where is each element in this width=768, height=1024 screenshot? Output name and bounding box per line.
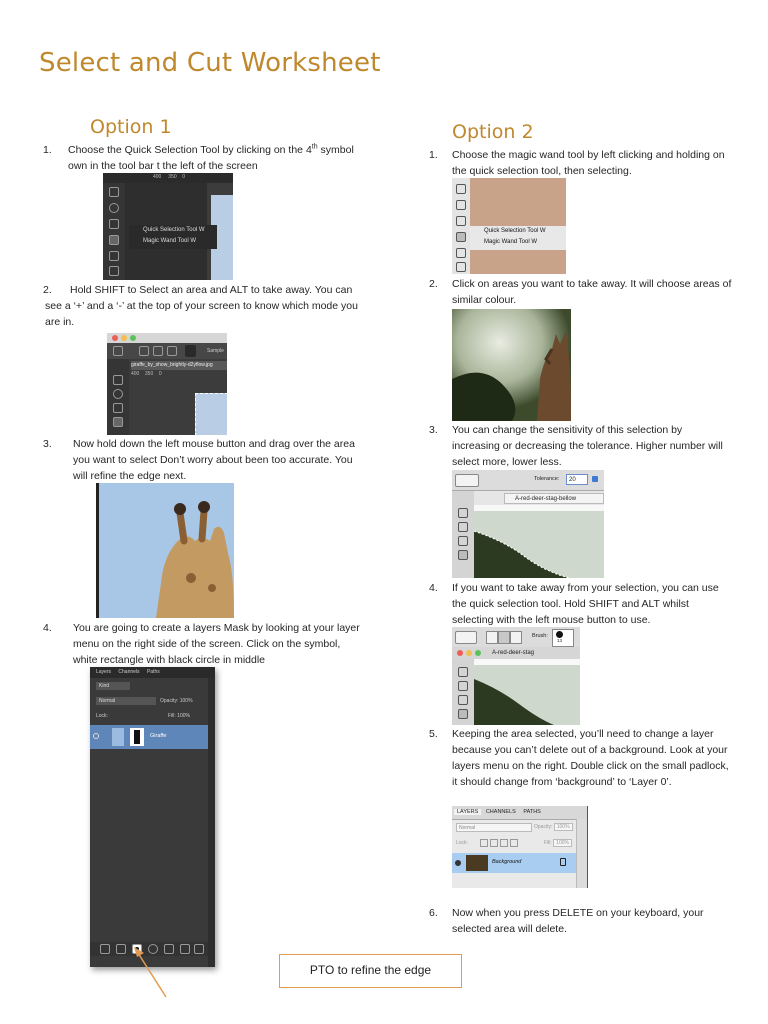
brush-picker[interactable] bbox=[552, 629, 574, 647]
o1-screenshot-tool-menu bbox=[103, 173, 233, 280]
o2-step1-num: 1. bbox=[429, 149, 438, 161]
o1-step2-num: 2. bbox=[43, 284, 52, 296]
brush-size: 13 bbox=[557, 638, 563, 643]
o1-step4-text: You are going to create a layers Mask by looking at your layer menu on the right side of the screen. Click on the symbol, white rectangle with black circle in middle bbox=[73, 622, 360, 666]
deer-image bbox=[452, 309, 571, 421]
tool-preset-button[interactable] bbox=[455, 631, 477, 644]
lock-label: Lock: bbox=[96, 713, 108, 719]
lock-brush-icon[interactable] bbox=[490, 839, 498, 847]
brush-label: Brush: bbox=[532, 633, 548, 639]
panel-scrollbar-2[interactable] bbox=[576, 819, 588, 888]
doc-tab[interactable]: giraffe_by_show_brightly-d2yflow.jpg bbox=[131, 361, 227, 370]
trash-icon[interactable] bbox=[194, 944, 204, 954]
tab-layers-caps[interactable]: LAYERS bbox=[454, 809, 481, 815]
panel-scrollbar[interactable] bbox=[208, 678, 215, 967]
menu-item-quick-selection[interactable]: Quick Selection Tool W bbox=[143, 227, 205, 233]
tab-paths-caps[interactable]: PATHS bbox=[523, 809, 541, 815]
tolerance-label: Tolerance: bbox=[534, 476, 560, 482]
fill-value[interactable]: 100% bbox=[177, 713, 190, 719]
menu-item-magic-wand[interactable]: Magic Wand Tool W bbox=[143, 238, 197, 244]
lock-pixels-icon[interactable] bbox=[480, 839, 488, 847]
menu-item-magic-wand-2[interactable]: Magic Wand Tool W bbox=[484, 239, 538, 245]
layers-tabs-light bbox=[452, 806, 587, 820]
fill-label-2: Fill: bbox=[544, 840, 552, 846]
ruler-labels-2: 400 350 0 bbox=[131, 371, 162, 377]
lock-label-2: Lock: bbox=[456, 840, 468, 846]
layer-row-giraffe[interactable] bbox=[90, 725, 208, 749]
wand-tool-preset[interactable] bbox=[455, 474, 479, 487]
eye-icon-2[interactable] bbox=[455, 860, 461, 866]
o2-step1-text: Choose the magic wand tool by left clicking and holding on the quick selection tool, then selecting. bbox=[452, 149, 725, 177]
o2-screenshot-deer bbox=[452, 309, 571, 421]
layer-thumbnail bbox=[112, 728, 124, 746]
background-layer-name: Background bbox=[492, 859, 522, 865]
layer-mask-thumbnail bbox=[130, 728, 144, 746]
brush-preview bbox=[474, 659, 580, 725]
menu-item-quick-selection-2[interactable]: Quick Selection Tool W bbox=[484, 228, 546, 234]
blend-mode-select[interactable]: Normal bbox=[96, 697, 156, 705]
opacity-value[interactable]: 100% bbox=[179, 698, 193, 704]
eye-icon[interactable] bbox=[93, 733, 99, 739]
subtract-selection-icon[interactable] bbox=[510, 631, 522, 644]
background-thumbnail bbox=[466, 855, 488, 871]
add-selection-icon[interactable] bbox=[498, 631, 510, 644]
selection-preview bbox=[474, 511, 604, 578]
pto-box: PTO to refine the edge bbox=[279, 954, 462, 988]
o1-step3-num: 3. bbox=[43, 438, 52, 450]
tool-flyout-menu bbox=[129, 225, 217, 249]
layer-name: Giraffe bbox=[150, 733, 167, 739]
fill-value-2[interactable]: 100% bbox=[553, 839, 572, 847]
tab-layers[interactable]: Layers bbox=[96, 669, 112, 675]
new-layer-icon[interactable] bbox=[180, 944, 190, 954]
o2-step2-text: Click on areas you want to take away. It will choose areas of similar colour. bbox=[452, 278, 732, 306]
o2-step4-num: 4. bbox=[429, 582, 438, 594]
page-title: Select and Cut Worksheet bbox=[39, 48, 381, 78]
o2-step5-text: Keeping the area selected, you’ll need to change a layer because you can’t delete out of a background. Look at your layers menu on the right. Double click on the small padlock, it should change from ‘background’ to ‘Layer 0’. bbox=[452, 728, 729, 788]
o1-screenshot-options-bar bbox=[107, 333, 227, 435]
ruler-labels: 400 350 0 bbox=[153, 174, 185, 180]
layer-row-background[interactable] bbox=[452, 853, 576, 873]
o2-screenshot-tool-menu bbox=[452, 178, 566, 274]
o1-screenshot-giraffe bbox=[96, 483, 234, 618]
o2-screenshot-brush bbox=[452, 627, 580, 725]
pointer-arrow bbox=[128, 945, 178, 1000]
lock-move-icon[interactable] bbox=[500, 839, 508, 847]
o1-step3-text: Now hold down the left mouse button and drag over the area you want to select Don’t worry about been too accurate. You will refine the edge next. bbox=[73, 438, 355, 482]
giraffe-image bbox=[96, 483, 234, 618]
o2-step3-text: You can change the sensitivity of this selection by increasing or decreasing the tolerance. Higher number will select more, lower less. bbox=[452, 424, 723, 468]
o2-step4-text: If you want to take away from your selection, you can use the quick selection tool. Hold SHIFT and ALT whilst selecting with the left mouse button to use. bbox=[452, 582, 719, 626]
o1-step2-text: Hold SHIFT to Select an area and ALT to take away. You can see a ‘+’ and a ‘-’ at the top of your screen to know which mode you are in. bbox=[45, 284, 358, 328]
opacity-label: Opacity: bbox=[160, 698, 179, 704]
o2-screenshot-layers-panel bbox=[452, 806, 588, 888]
o2-step3-num: 3. bbox=[429, 424, 438, 436]
tab-paths[interactable]: Paths bbox=[146, 669, 160, 675]
lock-all-icon[interactable] bbox=[510, 839, 518, 847]
sample-label: Sample bbox=[207, 348, 224, 354]
new-selection-icon[interactable] bbox=[486, 631, 498, 644]
fill-label: Fill: bbox=[168, 713, 176, 719]
o1-step1-text: Choose the Quick Selection Tool by clicking on the 4th symbol own in the tool bar t the left of the screen bbox=[68, 143, 354, 172]
o2-step2-num: 2. bbox=[429, 278, 438, 290]
o1-step4-num: 4. bbox=[43, 622, 52, 634]
o1-screenshot-layers-panel bbox=[90, 667, 215, 967]
tab-channels[interactable]: Channels bbox=[118, 669, 140, 675]
anti-alias-checkbox[interactable] bbox=[592, 476, 598, 482]
blend-mode-select-2[interactable]: Normal bbox=[456, 823, 532, 832]
tolerance-input[interactable]: 20 bbox=[566, 474, 588, 485]
fx-icon[interactable] bbox=[116, 944, 126, 954]
o2-step6-text: Now when you press DELETE on your keyboard, your selected area will delete. bbox=[452, 907, 704, 935]
o1-step1-num: 1. bbox=[43, 144, 52, 156]
tool-flyout-menu-2 bbox=[470, 226, 566, 250]
opacity-value-2[interactable]: 100% bbox=[554, 823, 573, 831]
o2-step5-num: 5. bbox=[429, 728, 438, 740]
o2-step6-num: 6. bbox=[429, 907, 438, 919]
doc-tab-deer-2[interactable]: A-red-deer-stag bbox=[492, 650, 535, 656]
option2-heading: Option 2 bbox=[452, 121, 534, 143]
link-icon[interactable] bbox=[100, 944, 110, 954]
kind-filter[interactable]: Kind bbox=[96, 682, 130, 690]
o2-screenshot-tolerance bbox=[452, 470, 604, 578]
padlock-icon[interactable] bbox=[560, 858, 566, 866]
option1-heading: Option 1 bbox=[90, 116, 172, 138]
tab-channels-caps[interactable]: CHANNELS bbox=[485, 809, 516, 815]
opacity-label-2: Opacity: bbox=[534, 824, 553, 830]
layers-panel-tabs bbox=[90, 667, 215, 678]
doc-tab-deer[interactable]: A-red-deer-stag-bellow bbox=[504, 493, 604, 504]
